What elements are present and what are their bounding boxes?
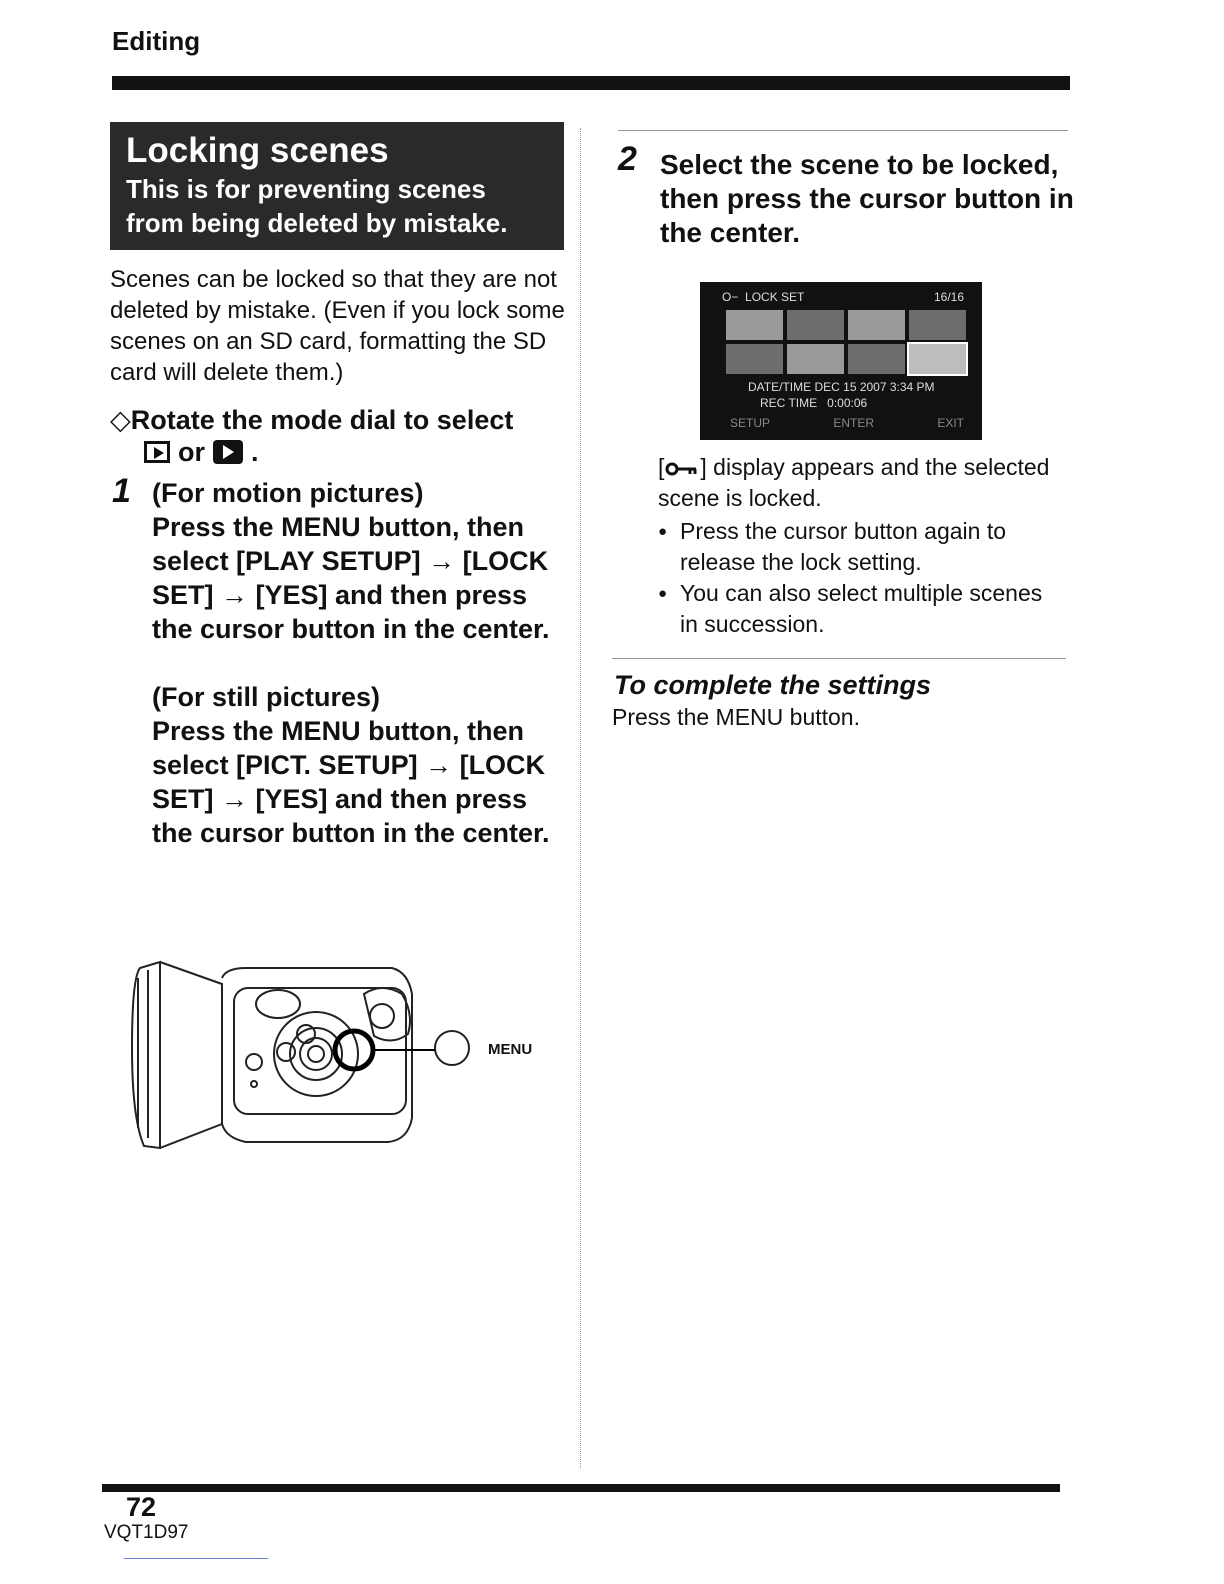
selected-thumbnail — [909, 344, 966, 374]
column2-mid-rule — [612, 658, 1066, 659]
thumbnail — [909, 310, 966, 340]
instruction-dot: . — [251, 437, 259, 467]
intro-paragraph: Scenes can be locked so that they are not deleted by mistake. (Even if you lock some scenes on an SD card, formatting the SD card will delete them.) — [110, 266, 565, 386]
page-number: 72 — [126, 1492, 157, 1522]
thumbnail — [726, 344, 783, 374]
thumbnail — [848, 344, 905, 374]
instruction-line2 — [110, 436, 560, 468]
lock-key-icon — [664, 460, 700, 478]
lcd-rec-label: REC TIME — [760, 396, 818, 410]
camera-illustration — [126, 948, 546, 1158]
lcd-datetime-label: DATE/TIME — [748, 380, 812, 394]
lcd-screen — [700, 282, 982, 440]
step1-still-text: Press the MENU button, then select [PICT. SETUP] → [LOCK SET] → [YES] and then press the cursor button in the center. — [152, 716, 550, 848]
menu-button-label: MENU — [488, 1041, 533, 1058]
complete-text: Press the MENU button. — [612, 704, 860, 730]
step1-motion-text: Press the MENU button, then select [PLAY SETUP] → [LOCK SET] → [YES] and then press the cursor button in the center. — [152, 512, 550, 644]
document-code: VQT1D97 — [104, 1522, 189, 1543]
bullet-item: ● Press the cursor button again to release the lock setting. — [658, 516, 1058, 578]
section-label: Editing — [112, 26, 201, 56]
mode-dial-instruction — [110, 404, 560, 468]
lcd-footer-exit: EXIT — [937, 416, 964, 430]
step1-motion-heading: (For motion pictures) — [152, 478, 424, 508]
thumbnail — [848, 310, 905, 340]
lcd-footer-setup: SETUP — [730, 416, 771, 430]
picture-playback-icon — [213, 440, 243, 464]
playback-icon — [144, 441, 170, 463]
lcd-footer-enter: ENTER — [833, 416, 874, 430]
instruction-or: or — [178, 437, 205, 467]
title-subtitle-line2: from being deleted by mistake. — [126, 208, 508, 238]
step2-text: Select the scene to be locked, then press the cursor button in the center. — [660, 149, 1074, 248]
thumbnail — [787, 310, 844, 340]
step2-number: 2 — [618, 140, 637, 178]
instruction-line1: ◇Rotate the mode dial to select — [110, 405, 514, 435]
thumbnail — [726, 310, 783, 340]
bracket-open: [ — [658, 454, 665, 480]
result-description: ] display appears and the selected scene is locked. — [658, 454, 1050, 511]
column-divider — [580, 128, 581, 1468]
page-title: Locking scenes — [126, 131, 389, 170]
thumbnail — [787, 344, 844, 374]
bottom-rule — [102, 1484, 1060, 1492]
complete-heading: To complete the settings — [614, 670, 932, 700]
step1-body — [152, 476, 572, 884]
title-subtitle-line1: This is for preventing scenes — [126, 174, 486, 204]
step1-still-heading: (For still pictures) — [152, 682, 381, 712]
lcd-rec-value: 0:00:06 — [827, 396, 868, 410]
top-rule — [112, 76, 1070, 90]
lcd-datetime-value: DEC 15 2007 3:34 PM — [814, 380, 935, 394]
code-underline — [124, 1558, 268, 1559]
lcd-title: LOCK SET — [745, 290, 805, 304]
title-box — [110, 122, 564, 250]
lcd-thumbnail-grid — [726, 310, 966, 374]
lock-result-text — [658, 452, 1058, 514]
lcd-counter: 16/16 — [933, 290, 964, 304]
step1-number: 1 — [112, 472, 131, 510]
column2-top-rule — [618, 130, 1068, 131]
bullet-item: ● You can also select multiple scenes in succession. — [658, 578, 1058, 640]
lock-key-icon: O− — [722, 290, 739, 304]
bullet-list — [658, 516, 1058, 640]
